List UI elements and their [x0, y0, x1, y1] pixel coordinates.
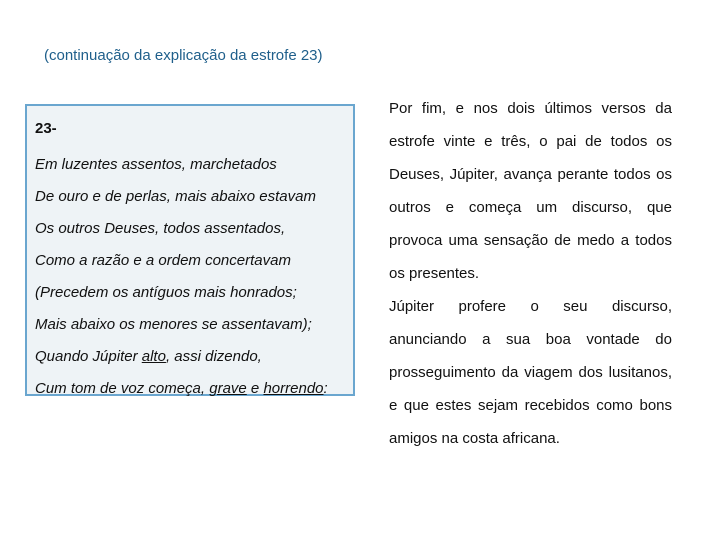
verse-word-alto: alto — [141, 348, 166, 365]
explanation-paragraph-2: Júpiter profere o seu discurso, anunciando a sua boa vontade do prosseguimento da viagem dos lusitanos, e que estes sejam recebidos como bons amigos na costa africana. — [389, 298, 672, 447]
verse-line-1: Em luzentes assentos, marchetados — [35, 156, 277, 173]
verse-line-3: Os outros Deuses, todos assentados, — [35, 220, 286, 237]
verse-line-4: Como a razão e a ordem concertavam — [35, 252, 291, 269]
verse-line-8 — [35, 378, 353, 410]
verse-line-8-start: Cum tom de voz começa, — [35, 380, 210, 397]
stanza-box — [25, 104, 355, 396]
stanza-number: 23- — [35, 120, 57, 137]
verse-line-7-start: Quando Júpiter — [35, 348, 142, 365]
verse-word-grave: grave — [209, 380, 247, 397]
slide-subtitle: (continuação da explicação da estrofe 23) — [44, 47, 323, 64]
verse-line-7-end: , assi dizendo, — [165, 348, 262, 365]
verse-line-5: (Precedem os antíguos mais honrados; — [35, 284, 297, 301]
explanation-text — [389, 92, 672, 455]
verse-line-2: De ouro e de perlas, mais abaixo estavam — [35, 188, 316, 205]
verse-line-8-end: : — [323, 380, 328, 397]
verse-line-7 — [35, 346, 353, 378]
verse-line-6: Mais abaixo os menores se assentavam); — [35, 316, 312, 333]
explanation-paragraph-1: Por fim, e nos dois últimos versos da estrofe vinte e três, o pai de todos os Deuses, Júpiter, avança perante todos os outros e começa um discurso, que provoca uma sensação de medo a todos os presentes. — [389, 100, 672, 282]
verse-line-8-mid: e — [246, 380, 264, 397]
verse-word-horrendo: horrendo — [263, 380, 324, 397]
